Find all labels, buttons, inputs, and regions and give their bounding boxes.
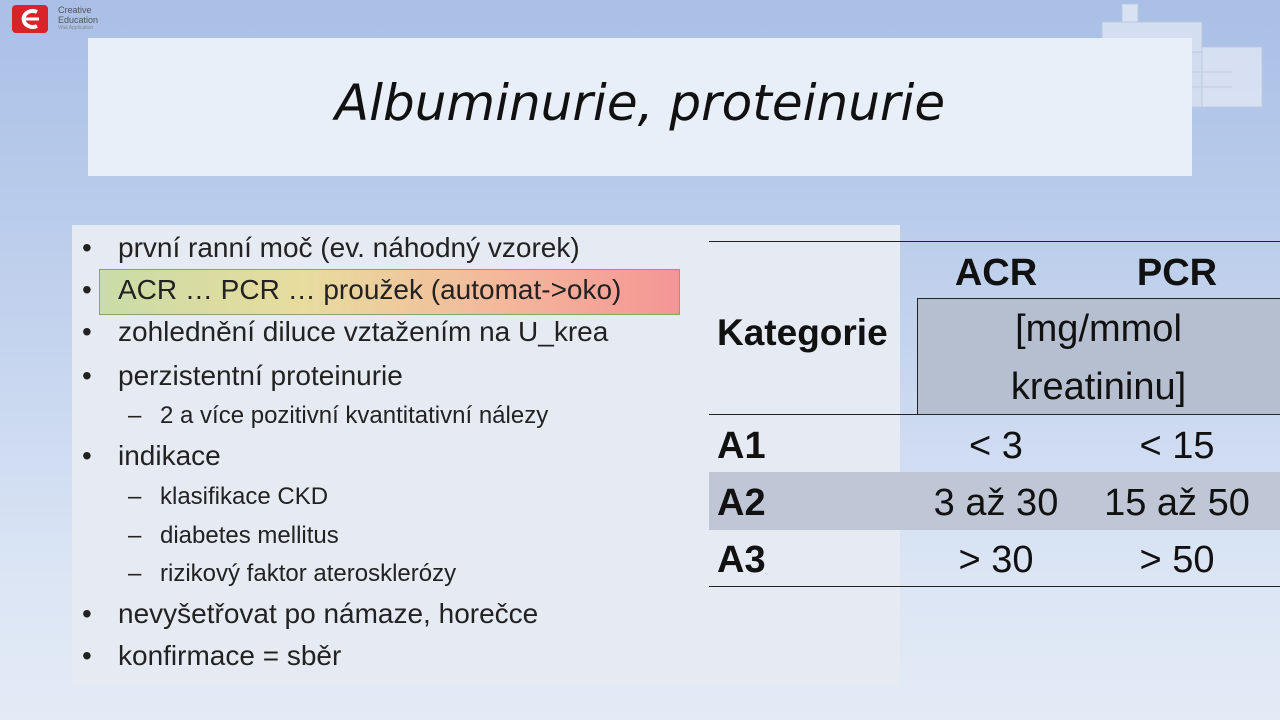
logo-c-icon: [12, 5, 48, 33]
bullet-dot-icon: •: [82, 316, 92, 347]
table-bottom-rule: [709, 586, 1280, 587]
bullet-text: nevyšetřovat po námaze, horečce: [118, 598, 539, 629]
bullet-text: zohlednění diluce vztažením na U_krea: [118, 316, 609, 347]
slide-title: Albuminurie, proteinurie: [334, 74, 946, 132]
albuminuria-category-table: [709, 240, 1280, 600]
bullet-text: indikace: [118, 440, 221, 471]
logo-line-3: Vital Application: [58, 25, 94, 31]
bullet-dot-icon: •: [82, 274, 92, 305]
header-category: Kategorie: [717, 312, 888, 353]
logo-line-1: Creative: [58, 5, 92, 15]
row-a2-pcr: 15 až 50: [1104, 482, 1250, 524]
bullet-dot-icon: •: [82, 360, 92, 391]
bullet-text: rizikový faktor aterosklerózy: [160, 560, 457, 587]
bullet-dash-icon: –: [128, 560, 142, 587]
row-a3-acr: > 30: [958, 539, 1034, 581]
header-pcr: PCR: [1136, 252, 1218, 294]
bullet-text: první ranní moč (ev. náhodný vzorek): [118, 232, 580, 263]
bullet-text: perzistentní proteinurie: [118, 360, 403, 391]
row-a2-category: A2: [717, 482, 766, 524]
table-header-rule: [709, 414, 1280, 415]
row-a1-pcr: < 15: [1139, 425, 1215, 467]
bullet-dot-icon: •: [82, 598, 92, 629]
bullet-dash-icon: –: [128, 402, 142, 429]
title-banner: [88, 38, 1192, 176]
unit-line-1: [mg/mmol: [1015, 308, 1182, 350]
bullet-dash-icon: –: [128, 483, 142, 510]
bullet-dot-icon: •: [82, 232, 92, 263]
unit-line-2: kreatininu]: [1010, 366, 1187, 408]
row-a3-pcr: > 50: [1139, 539, 1215, 581]
row-a1-acr: < 3: [969, 425, 1023, 467]
row-a2-acr: 3 až 30: [933, 482, 1059, 524]
table-top-rule: [709, 241, 1280, 242]
row-a1-category: A1: [717, 425, 766, 467]
header-acr: ACR: [954, 252, 1038, 294]
brand-logo: [12, 5, 98, 33]
bullet-dot-icon: •: [82, 440, 92, 471]
logo-line-2: Education: [58, 15, 99, 25]
bullet-dot-icon: •: [82, 640, 92, 671]
logo-text: [58, 5, 98, 32]
bullet-text: 2 a více pozitivní kvantitativní nálezy: [160, 402, 549, 429]
bullet-text: klasifikace CKD: [160, 483, 329, 510]
row-a3-category: A3: [717, 539, 766, 581]
bullet-dash-icon: –: [128, 522, 142, 549]
bullet-text: diabetes mellitus: [160, 522, 339, 549]
bullet-text: ACR … PCR … proužek (automat->oko): [118, 274, 622, 305]
bullet-text: konfirmace = sběr: [118, 640, 342, 671]
